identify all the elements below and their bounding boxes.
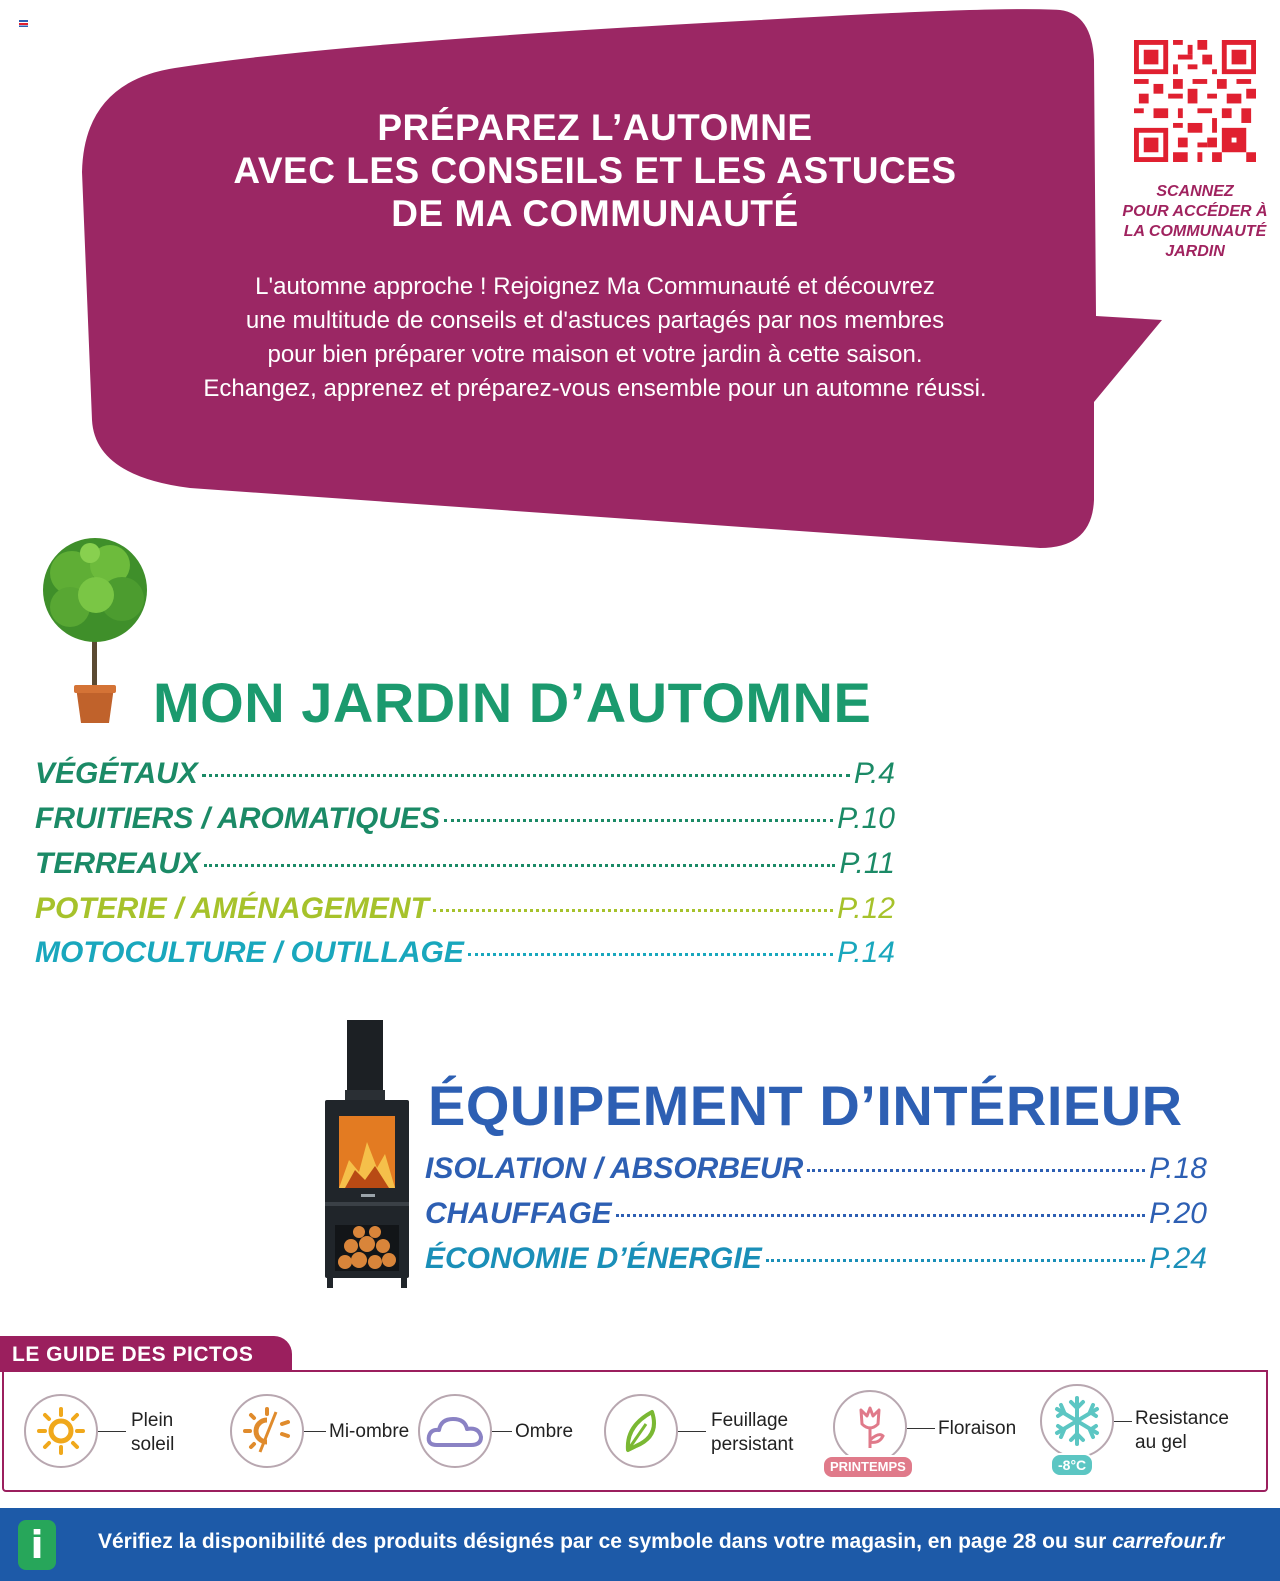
toc-row-economie[interactable] xyxy=(425,1239,1207,1279)
temperature-badge: -8°C xyxy=(1050,1453,1094,1477)
potted-tree-illustration xyxy=(30,535,160,730)
toc-page: P.24 xyxy=(1149,1242,1207,1275)
interieur-heading: ÉQUIPEMENT D’INTÉRIEUR xyxy=(428,1074,1183,1137)
picto-label xyxy=(711,1409,793,1457)
bubble-body-line: Echangez, apprenez et préparez-vous ensemble pour un automne réussi. xyxy=(203,375,987,402)
picto-label-line: soleil xyxy=(131,1434,175,1455)
picto-label-line: Mi-ombre xyxy=(329,1421,410,1442)
picto-connector xyxy=(907,1428,935,1429)
picto-label-line: persistant xyxy=(711,1434,794,1455)
toc-row-vegetaux[interactable] xyxy=(35,754,895,794)
picto-connector xyxy=(492,1431,512,1432)
toc-label: VÉGÉTAUX xyxy=(35,757,198,790)
toc-dots xyxy=(616,1214,1145,1217)
toc-label: CHAUFFAGE xyxy=(425,1197,612,1230)
picto-label xyxy=(938,1417,1016,1441)
toc-label: MOTOCULTURE / OUTILLAGE xyxy=(35,936,464,969)
half-sun-icon xyxy=(230,1394,304,1468)
bubble-title-line: PRÉPAREZ L’AUTOMNE xyxy=(377,107,813,148)
qr-caption-line: LA COMMUNAUTÉ xyxy=(1123,223,1267,240)
toc-row-chauffage[interactable] xyxy=(425,1194,1207,1234)
jardin-heading: MON JARDIN D’AUTOMNE xyxy=(153,671,872,734)
snowflake-icon xyxy=(1040,1384,1114,1458)
sun-icon xyxy=(24,1394,98,1468)
toc-row-motoculture[interactable] xyxy=(35,933,895,973)
info-icon: i xyxy=(18,1520,56,1570)
toc-page: P.20 xyxy=(1149,1197,1207,1230)
qr-caption-line: POUR ACCÉDER À xyxy=(1122,203,1268,220)
picto-connector xyxy=(304,1431,326,1432)
toc-label: TERREAUX xyxy=(35,847,201,880)
toc-dots xyxy=(807,1169,1145,1172)
toc-dots xyxy=(766,1259,1145,1262)
toc-page: P.18 xyxy=(1149,1152,1207,1185)
footer-site-link[interactable]: carrefour.fr xyxy=(1112,1530,1225,1553)
footer-text xyxy=(98,1508,1224,1581)
footer-message: Vérifiez la disponibilité des produits désignés par ce symbole dans votre magasin, en page 28 ou sur xyxy=(98,1530,1113,1553)
toc-label: POTERIE / AMÉNAGEMENT xyxy=(35,892,429,925)
picto-label xyxy=(1135,1407,1229,1455)
bubble-body-line: pour bien préparer votre maison et votre jardin à cette saison. xyxy=(267,341,923,368)
qr-caption xyxy=(1105,182,1280,262)
toc-row-isolation[interactable] xyxy=(425,1149,1207,1189)
picto-label-line: Resistance xyxy=(1135,1408,1229,1429)
toc-label: FRUITIERS / AROMATIQUES xyxy=(35,802,440,835)
toc-page: P.14 xyxy=(837,936,895,969)
wood-stove-illustration xyxy=(325,1020,415,1290)
toc-dots xyxy=(202,774,850,777)
toc-row-poterie[interactable] xyxy=(35,889,895,929)
toc-row-terreaux[interactable] xyxy=(35,844,895,884)
picto-label-line: Floraison xyxy=(938,1418,1017,1439)
season-badge: PRINTEMPS xyxy=(822,1455,914,1479)
toc-page: P.4 xyxy=(853,757,895,790)
cloud-icon xyxy=(418,1394,492,1468)
qr-caption-line: SCANNEZ xyxy=(1156,183,1234,200)
toc-dots xyxy=(204,864,835,867)
toc-label: ISOLATION / ABSORBEUR xyxy=(425,1152,804,1185)
footer-banner xyxy=(0,1508,1280,1581)
picto-label-line: Plein xyxy=(131,1410,174,1431)
bubble-body xyxy=(110,270,1080,406)
picto-label xyxy=(329,1420,409,1444)
toc-dots xyxy=(433,909,833,912)
leaf-icon xyxy=(604,1394,678,1468)
toc-row-fruitiers[interactable] xyxy=(35,799,895,839)
picto-label xyxy=(515,1420,573,1444)
picto-connector xyxy=(678,1431,706,1432)
toc-dots xyxy=(468,953,833,956)
bubble-body-line: L'automne approche ! Rejoignez Ma Communauté et découvrez xyxy=(255,273,935,300)
picto-connector xyxy=(1114,1421,1132,1422)
picto-label-line: Feuillage xyxy=(711,1410,789,1431)
toc-page: P.12 xyxy=(837,892,895,925)
guide-title: LE GUIDE DES PICTOS xyxy=(0,1336,292,1372)
flower-icon xyxy=(833,1390,907,1464)
picto-label-line: au gel xyxy=(1135,1432,1187,1453)
picto-connector xyxy=(98,1431,126,1432)
qr-code-icon[interactable] xyxy=(1134,40,1256,162)
toc-page: P.11 xyxy=(839,847,895,880)
toc-page: P.10 xyxy=(837,802,895,835)
toc-label: ÉCONOMIE D’ÉNERGIE xyxy=(425,1242,762,1275)
toc-dots xyxy=(444,819,833,822)
picto-label xyxy=(131,1409,174,1457)
bubble-title-line: AVEC LES CONSEILS ET LES ASTUCES xyxy=(233,150,957,191)
bubble-body-line: une multitude de conseils et d'astuces partagés par nos membres xyxy=(245,307,945,334)
qr-caption-line: JARDIN xyxy=(1165,243,1225,260)
bubble-title xyxy=(120,106,1070,235)
bubble-title-line: DE MA COMMUNAUTÉ xyxy=(391,193,799,234)
picto-label-line: Ombre xyxy=(515,1421,574,1442)
